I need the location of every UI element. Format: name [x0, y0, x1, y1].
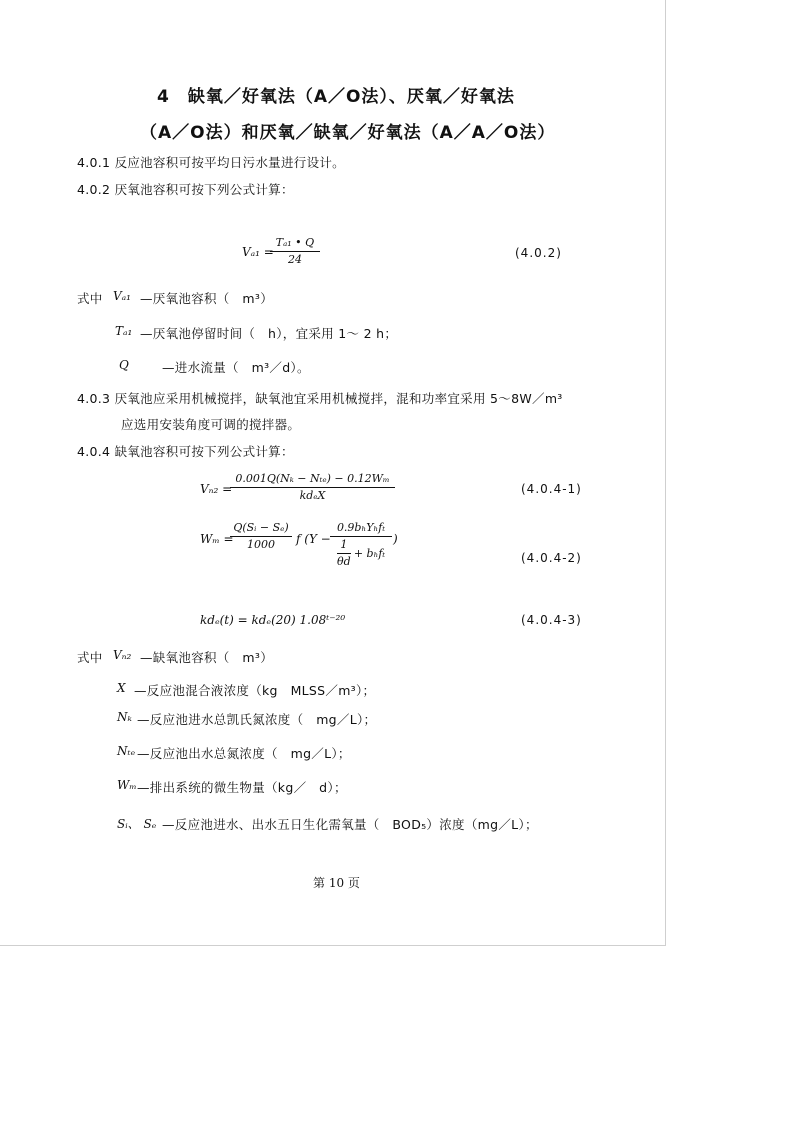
where-intro: 式中 [77, 291, 103, 306]
definition-ta1: —厌氧池停留时间（ h），宜采用 1～ 2 h； [140, 326, 398, 341]
formula-4-0-4-2-inner-fraction [330, 521, 392, 569]
formula-4-0-4-3-number: (4.0.4-3) [521, 613, 582, 627]
formula-4-0-2-numerator: Tₐ₁ • Q [275, 236, 315, 249]
formula-4-0-2-denominator: 24 [288, 253, 302, 266]
definition-wm: —排出系统的微生物量（kg／ d）； [137, 780, 347, 795]
theta-fraction-numerator: 1 [340, 538, 348, 551]
formula-4-0-4-2-middle: f (Y − [296, 532, 331, 546]
symbol-vn2: Vₙ₂ [113, 648, 132, 662]
symbol-nte: Nₜₑ [117, 744, 136, 758]
where-intro: 式中 [77, 650, 103, 665]
formula-4-0-4-2-inner-denominator [330, 538, 392, 569]
formula-4-0-4-3-expression: kdₑ(t) = kdₑ(20) 1.08ᵗ⁻²⁰ [200, 613, 346, 627]
clause-4-0-3-line-1: 4.0.3 厌氧池应采用机械搅拌，缺氧池宜采用机械搅拌，混和功率宜采用 5～8W／m³ [77, 391, 563, 406]
formula-4-0-2-fraction [270, 236, 320, 267]
symbol-nk: Nₖ [117, 710, 132, 724]
definition-nte: —反应池出水总氮浓度（ mg／L）； [137, 746, 351, 761]
section-title-line-2: （A／O法）和厌氧／缺氧／好氧法（A／A／O法） [140, 123, 556, 143]
formula-4-0-4-2-number: (4.0.4-2) [521, 551, 582, 565]
symbol-x: X [117, 681, 126, 695]
clause-4-0-2: 4.0.2 厌氧池容积可按下列公式计算： [77, 182, 294, 197]
formula-4-0-4-2-theta-fraction [337, 538, 351, 569]
symbol-si-se: Sᵢ、 Sₑ [117, 817, 157, 831]
formula-4-0-2-number: (4.0.2) [515, 246, 562, 260]
formula-4-0-4-1-fraction [230, 472, 395, 503]
definition-q: —进水流量（ m³／d）。 [162, 360, 310, 375]
formula-4-0-4-2-lhs: Wₘ = [200, 532, 234, 546]
definition-x: —反应池混合液浓度（kg MLSS／m³）； [134, 683, 376, 698]
fraction-bar [337, 553, 351, 554]
clause-4-0-1: 4.0.1 反应池容积可按平均日污水量进行设计。 [77, 155, 345, 170]
formula-4-0-4-2-inner-tail: + bₕfₜ [353, 547, 386, 560]
formula-4-0-2-lhs: Vₐ₁ = [242, 245, 274, 259]
fraction-bar [270, 251, 320, 252]
definition-nk: —反应池进水总凯氏氮浓度（ mg／L）； [137, 712, 377, 727]
formula-4-0-4-1-number: (4.0.4-1) [521, 482, 582, 496]
section-title-line-1: 4 缺氧／好氧法（A／O法）、厌氧／好氧法 [157, 87, 515, 107]
formula-4-0-4-2-inner-numerator: 0.9bₕYₕfₜ [336, 521, 386, 534]
definition-vn2: —缺氧池容积（ m³） [140, 650, 273, 665]
formula-4-0-4-1-lhs: Vₙ₂ = [200, 482, 233, 496]
fraction-bar [230, 487, 395, 488]
symbol-wm: Wₘ [117, 778, 137, 792]
symbol-va1: Vₐ₁ [113, 289, 131, 303]
symbol-ta1: Tₐ₁ [115, 324, 133, 338]
formula-4-0-4-1-denominator: kdₑX [299, 489, 326, 502]
formula-4-0-4-2-numerator: Q(Sᵢ − Sₑ) [233, 521, 289, 534]
formula-4-0-4-2-close: ) [393, 532, 398, 546]
page-number: 第 10 页 [313, 876, 360, 890]
formula-4-0-4-2-denominator: 1000 [247, 538, 275, 551]
theta-fraction-denominator: θd [337, 555, 351, 568]
definition-si-se: —反应池进水、出水五日生化需氧量（ BOD₅）浓度（mg／L）； [162, 817, 538, 832]
symbol-q: Q [119, 358, 129, 372]
clause-4-0-4: 4.0.4 缺氧池容积可按下列公式计算： [77, 444, 294, 459]
formula-4-0-4-1-numerator: 0.001Q(Nₖ − Nₜₑ) − 0.12Wₘ [235, 472, 390, 485]
formula-4-0-4-2-fraction [230, 521, 292, 552]
definition-va1: —厌氧池容积（ m³） [140, 291, 273, 306]
fraction-bar [230, 536, 292, 537]
fraction-bar [330, 536, 392, 537]
clause-4-0-3-line-2: 应选用安装角度可调的搅拌器。 [121, 417, 301, 432]
